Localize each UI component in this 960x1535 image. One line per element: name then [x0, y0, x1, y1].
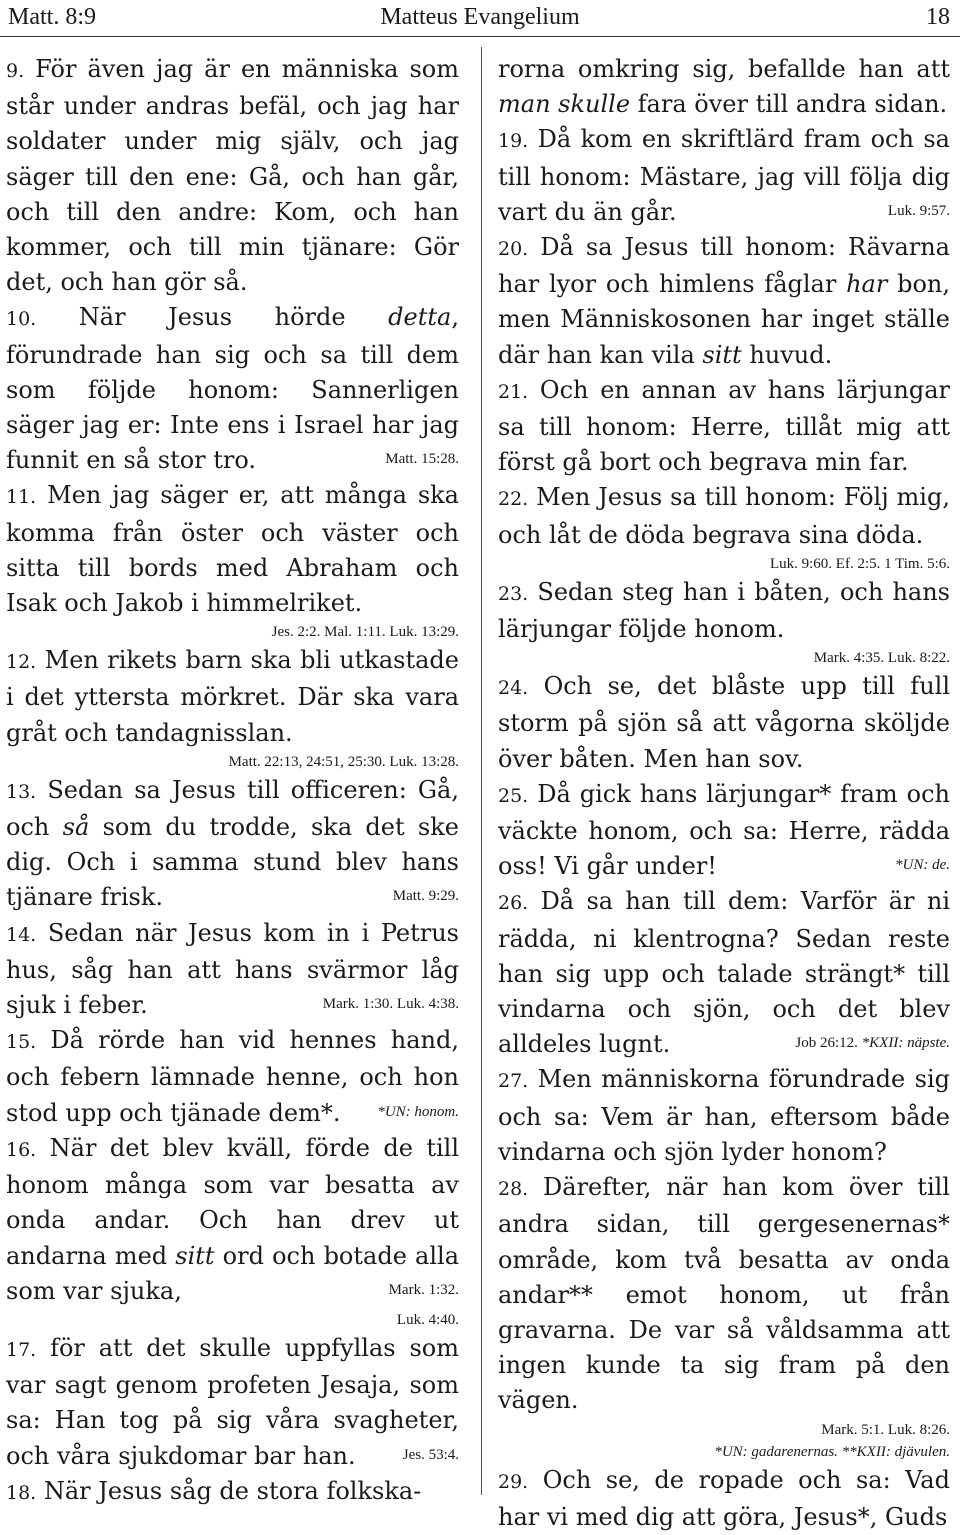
verse-text: Då kom en skriftlärd fram och sa till honom: Mästare, jag vill följa dig vart du än går. [498, 125, 950, 226]
verse-12 [6, 643, 459, 751]
verse-text: Då sa han till dem: Varför är ni rädda, ni klentrogna? Sedan reste han sig upp och talade strängt* till vindarna och sjön, och det blev alldeles lugnt. [498, 887, 950, 1059]
verse-text: som du trodde, ska det ske dig. Och i samma stund blev hans tjänare frisk. [6, 813, 459, 912]
footnote: *KXII: näpste. [861, 1035, 950, 1052]
verse-13 [6, 773, 459, 916]
verse-23 [498, 575, 950, 647]
cross-reference: Jes. 53:4. [402, 1446, 459, 1463]
verse-25 [498, 777, 950, 885]
verse-number: 11. [6, 486, 37, 509]
verse-text: , förundrade han sig och sa till dem som följde honom: Sannerligen säger jag er: Inte ens i Israel har jag funnit en så stor tro. [6, 303, 459, 475]
verse-20 [498, 230, 950, 373]
footnote: *UN: gadarenernas. **KXII: djävulen. [714, 1443, 950, 1460]
verse-22 [498, 480, 950, 552]
verse-number: 23. [498, 582, 529, 605]
verse-number: 25. [498, 784, 529, 807]
verse-number: 17. [6, 1338, 37, 1361]
verse-text-italic: detta [388, 303, 452, 332]
verse-number: 18. [6, 1481, 37, 1504]
page-number: 18 [926, 4, 950, 30]
column-divider [481, 47, 482, 1495]
reference-and-footnote [795, 1027, 950, 1053]
verse-number: 13. [6, 780, 37, 803]
verse-number: 14. [6, 923, 37, 946]
verse-text: Men Jesus sa till honom: Följ mig, och låt de döda begrava sina döda. [498, 483, 950, 549]
cross-reference: Mark. 5:1. Luk. 8:26. [821, 1421, 950, 1438]
verse-text-italic: man skulle [498, 90, 631, 119]
verse-number: 19. [498, 130, 529, 153]
cross-reference: Matt. 22:13, 24:51, 25:30. Luk. 13:28. [228, 753, 459, 770]
cross-reference: Matt. 15:28. [385, 451, 459, 468]
book-title: Matteus Evangelium [380, 4, 580, 30]
verse-text-italic: har [846, 270, 888, 299]
cross-reference: Mark. 1:32. [388, 1281, 459, 1298]
right-column [498, 52, 950, 1535]
verse-text: Då sa Jesus till honom: Rävarna har lyor och himlens fåglar [498, 233, 950, 299]
verse-text-italic: sitt [175, 1241, 215, 1270]
verse-text: fara över till andra sidan. [630, 90, 948, 119]
verse-text: huvud. [741, 340, 833, 369]
verse-number: 12. [6, 651, 37, 674]
verse-number: 20. [498, 238, 529, 261]
verse-text: För även jag är en människa som står under andras befäl, och jag har soldater under mig själv, och jag säger till den ene: Gå, och han går, och till den andre: Kom, och han kommer, och till min tjänare: Gör det, och han gör så. [6, 55, 459, 297]
verse-text: När Jesus hörde [78, 303, 389, 332]
verse-number: 26. [498, 892, 529, 915]
verse-number: 24. [498, 677, 529, 700]
verse-9 [6, 52, 459, 300]
verse-text: Då rörde han vid hennes hand, och febern lämnade henne, och hon stod upp och tjänade dem*. [6, 1026, 459, 1127]
cross-reference: Job 26:12. [795, 1035, 858, 1052]
verse-text: ord och botade alla som var sjuka, [6, 1241, 459, 1305]
verse-10 [6, 300, 459, 478]
verse-number: 10. [6, 308, 37, 331]
cross-reference: Matt. 9:29. [392, 888, 459, 905]
verse-text: Sedan sa Jesus till officeren: Gå, och [6, 775, 459, 842]
verse-text: Men rikets barn ska bli utkastade i det yttersta mörkret. Där ska vara gråt och tandagnisslan. [6, 646, 459, 747]
verse-text-italic: så [62, 813, 90, 842]
chapter-reference: Matt. 8:9 [8, 4, 96, 30]
verse-text: Sedan steg han i båten, och hans lärjungar följde honom. [498, 577, 950, 644]
cross-reference: Mark. 4:35. Luk. 8:22. [813, 650, 950, 667]
verse-text: Och se, de ropade och sa: Vad har vi med dig att göra, Jesus*, Guds [498, 1465, 950, 1531]
verse-number: 27. [498, 1070, 529, 1093]
verse-17 [6, 1331, 459, 1474]
verse-text: bon, men Människosonen har inget ställe där han kan vila [498, 270, 950, 369]
cross-reference: Jes. 2:2. Mal. 1:11. Luk. 13:29. [271, 624, 459, 641]
verse-number: 21. [498, 380, 529, 403]
verse-text: Och en annan av hans lärjungar sa till honom: Herre, tillåt mig att först gå bort och begrava min far. [498, 375, 950, 477]
verse-18 [6, 1474, 459, 1511]
cross-reference: Mark. 1:30. Luk. 4:38. [322, 996, 459, 1013]
footnote: *UN: de. [895, 857, 950, 874]
verse-11 [6, 478, 459, 621]
cross-reference: Luk. 9:60. Ef. 2:5. 1 Tim. 5:6. [769, 555, 950, 572]
cross-reference: Luk. 4:40. [396, 1311, 459, 1328]
verse-text: Därefter, när han kom över till andra sidan, till gergesenernas* område, kom två besatta av onda andar** emot honom, ut från gravarna. De var så våldsamma att ingen kunde ta sig fram på den vägen. [498, 1173, 950, 1415]
verse-number: 29. [498, 1470, 529, 1493]
verse-27 [498, 1062, 950, 1170]
page-header [0, 0, 960, 36]
verse-text: rorna omkring sig, befallde han att [498, 55, 950, 83]
verse-number: 16. [6, 1138, 37, 1161]
footnote: *UN: honom. [377, 1103, 459, 1120]
cross-reference: Luk. 9:57. [887, 202, 950, 219]
verse-number: 22. [498, 488, 529, 511]
verse-21 [498, 373, 950, 481]
verse-26 [498, 884, 950, 1062]
verse-text: När det blev kväll, förde de till honom många som var besatta av onda andar. Och han drev ut andarna med [6, 1133, 459, 1270]
verse-text: Men människorna förundrade sig och sa: Vem är han, eftersom både vindarna och sjön lyder honom? [498, 1065, 950, 1166]
left-column [6, 52, 459, 1511]
verse-text-italic: sitt [702, 340, 742, 369]
verse-14 [6, 916, 459, 1024]
verse-number: 28. [498, 1178, 529, 1201]
verse-16 [6, 1131, 459, 1309]
verse-text: Och se, det blåste upp till full storm på sjön så att vågorna sköljde över båten. Men han sov. [498, 672, 950, 773]
verse-text: Då gick hans lärjungar* fram och väckte honom, och sa: Herre, rädda oss! Vi går under! [498, 779, 950, 881]
verse-number: 9. [6, 60, 25, 82]
verse-28 [498, 1170, 950, 1418]
verse-text: Sedan när Jesus kom in i Petrus hus, såg han att hans svärmor låg sjuk i feber. [6, 918, 459, 1020]
verse-18-continued [498, 52, 950, 122]
verse-text: Men jag säger er, att många ska komma från öster och väster och sitta till bords med Abraham och Isak och Jakob i himmelriket. [6, 481, 459, 618]
verse-text: När Jesus såg de stora folkska- [43, 1476, 422, 1505]
verse-number: 15. [6, 1031, 37, 1054]
verse-15 [6, 1023, 459, 1131]
verse-19 [498, 122, 950, 230]
verse-text: för att det skulle uppfyllas som var sagt genom profeten Jesaja, som sa: Han tog på sig våra svagheter, och våra sjukdomar bar han. [6, 1333, 459, 1470]
header-rule [0, 36, 960, 37]
verse-29 [498, 1463, 950, 1535]
verse-24 [498, 669, 950, 777]
